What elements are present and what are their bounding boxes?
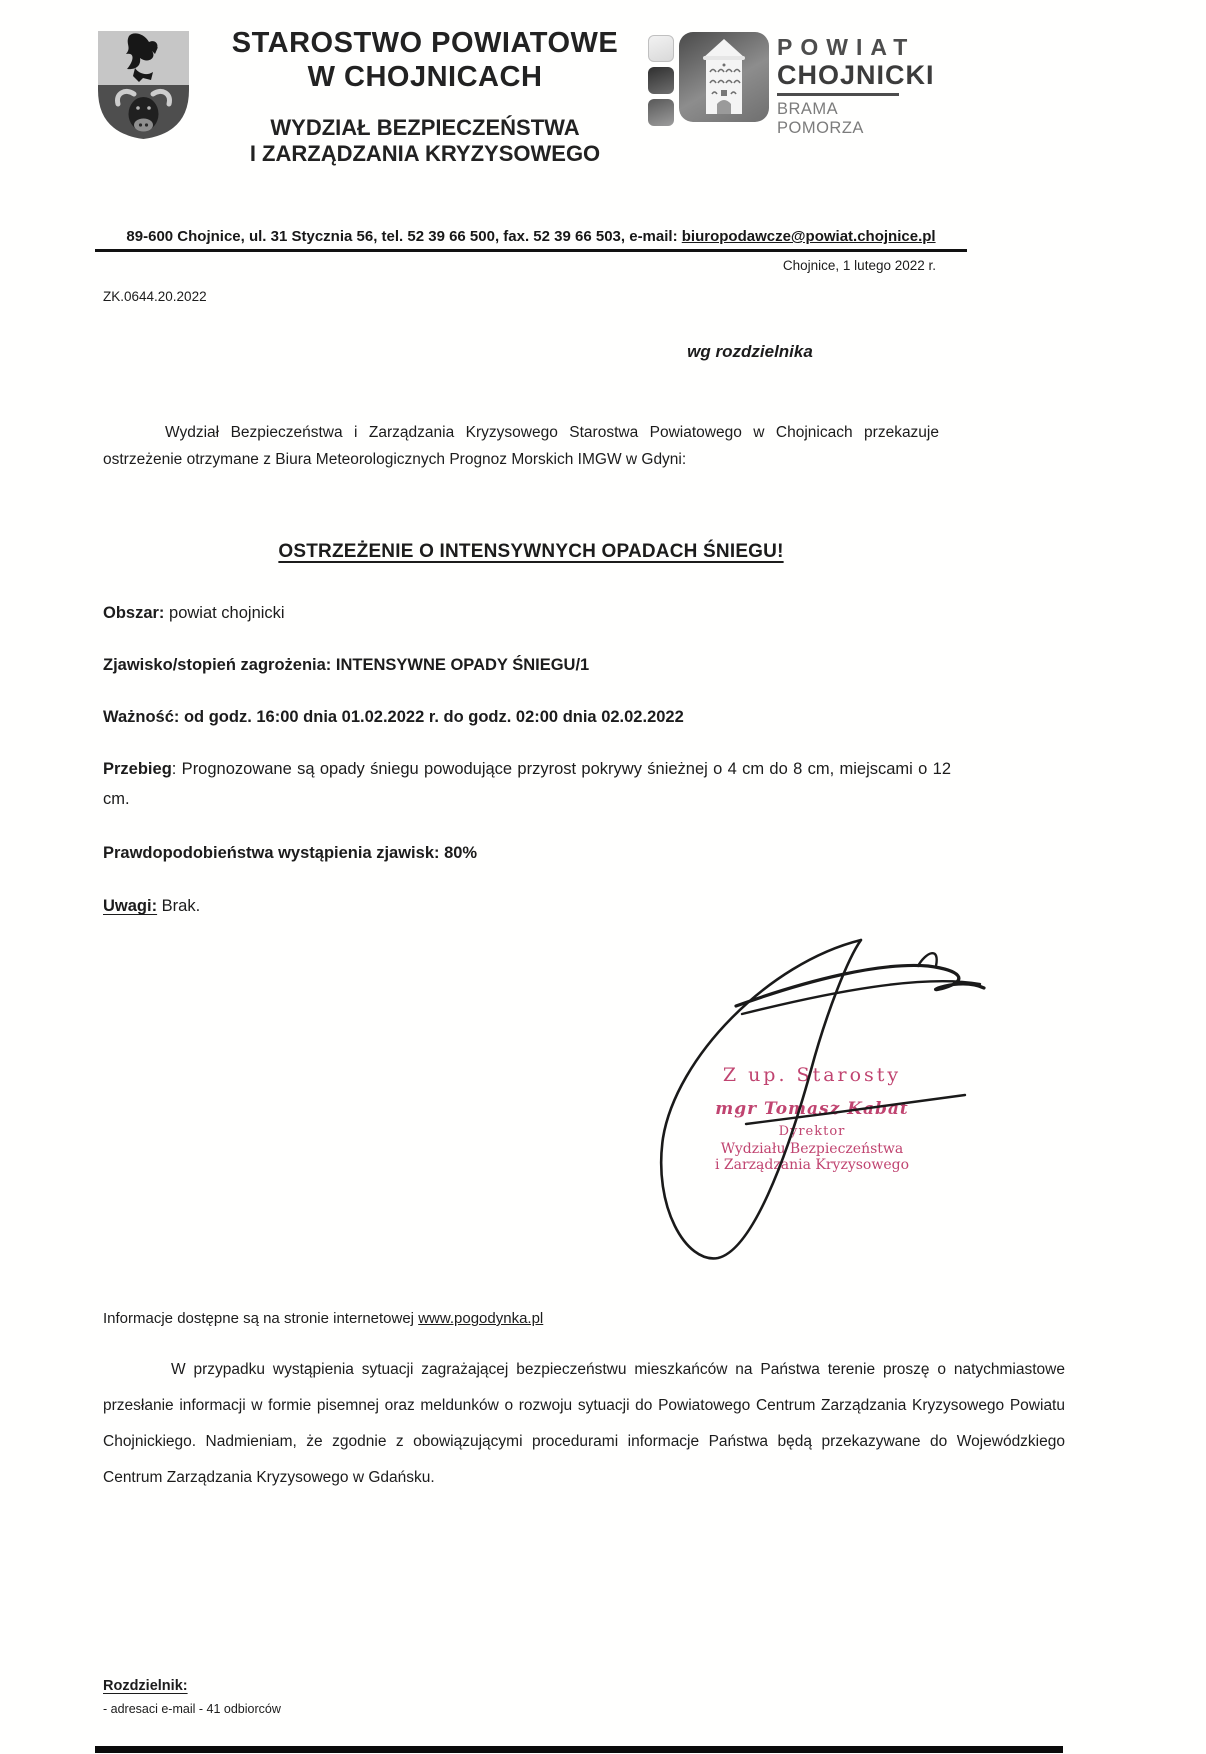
distribution-note: wg rozdzielnika <box>687 342 813 361</box>
stamp-dept-line2: i Zarządzania Kryzysowego <box>714 1157 909 1173</box>
warning-area-line <box>103 598 951 628</box>
scan-edge-bar <box>95 1746 1063 1753</box>
gate-tower-icon <box>679 32 769 122</box>
office-name-line2: W CHOJNICACH <box>307 61 543 93</box>
pogodynka-link: www.pogodynka.pl <box>418 1310 544 1327</box>
warning-remarks-line <box>103 891 951 921</box>
reference-number: ZK.0644.20.2022 <box>103 289 207 304</box>
letterhead-titles <box>185 26 665 167</box>
place-and-date: Chojnice, 1 lutego 2022 r. <box>782 258 936 273</box>
area-value: powiat chojnicki <box>164 604 285 622</box>
warning-validity-line: Ważność: od godz. 16:00 dnia 01.02.2022 r. do godz. 02:00 dnia 02.02.2022 <box>103 708 684 726</box>
header-divider <box>95 249 967 252</box>
coat-of-arms-icon <box>95 28 192 142</box>
stamp-authorization: Z up. Starosty <box>722 1064 902 1086</box>
stamp-dept-line1: Wydziału Bezpieczeństwa <box>720 1141 904 1157</box>
logo-squares-icon <box>648 35 674 126</box>
department-line2: I ZARZĄDZANIA KRYZYSOWEGO <box>249 141 601 166</box>
logo-brama-pomorza: BRAMA POMORZA <box>777 100 864 137</box>
warning-title: OSTRZEŻENIE O INTENSYWNYCH OPADACH ŚNIEGU! <box>278 541 784 562</box>
remarks-value: Brak. <box>157 897 201 915</box>
contact-email: biuropodawcze@powiat.chojnice.pl <box>681 228 936 245</box>
course-value: : Prognozowane są opady śniegu powodujące przyrost pokrywy śnieżnej o 4 cm do 8 cm, miejscami o 12 cm. <box>103 760 951 808</box>
intro-paragraph: Wydział Bezpieczeństwa i Zarządzania Kryzysowego Starostwa Powiatowego w Chojnicach przekazuje ostrzeżenie otrzymane z Biura Meteorologicznych Prognoz Morskich IMGW w Gdyni: <box>103 424 939 468</box>
info-text: Informacje dostępne są na stronie internetowej <box>103 1310 419 1327</box>
warning-phenomenon-line: Zjawisko/stopień zagrożenia: INTENSYWNE OPADY ŚNIEGU/1 <box>103 656 590 674</box>
warning-course-line <box>103 754 951 814</box>
office-name-line1: STAROSTWO POWIATOWE <box>231 27 619 59</box>
distribution-list-value: - adresaci e-mail - 41 odbiorców <box>103 1702 281 1716</box>
remarks-label: Uwagi: <box>103 897 158 915</box>
closing-paragraph: W przypadku wystąpienia sytuacji zagrażającej bezpieczeństwu mieszkańców na Państwa terenie proszę o natychmiastowe przesłanie informacji w formie pisemnej oraz meldunków o rozwoju sytuacji do Powiatowego Centrum Zarządzania Kryzysowego Powiatu Chojnickiego. Nadmieniam, że zgodnie z obowiązującymi procedurami informacje Państwa będą przekazywane do Wojewódzkiego Centrum Zarządzania Kryzysowego w Gdańsku. <box>103 1361 1065 1486</box>
distribution-list-label: Rozdzielnik: <box>103 1678 188 1694</box>
contact-line <box>95 228 967 245</box>
info-line <box>103 1310 543 1327</box>
warning-probability-line: Prawdopodobieństwa wystąpienia zjawisk: 80% <box>103 844 478 862</box>
area-label: Obszar: <box>103 604 165 622</box>
county-logo <box>648 32 935 138</box>
course-label: Przebieg <box>103 760 172 778</box>
logo-powiat: POWIAT <box>777 34 916 60</box>
official-stamp <box>692 1064 932 1173</box>
logo-underline <box>777 93 899 96</box>
stamp-position: Dyrektor <box>778 1124 846 1139</box>
logo-wordmark <box>777 32 935 138</box>
stamp-name: mgr Tomasz Kabat <box>715 1099 909 1119</box>
contact-text: 89-600 Chojnice, ul. 31 Stycznia 56, tel. 52 39 66 500, fax. 52 39 66 503, e-mail: <box>126 228 682 245</box>
department-line1: WYDZIAŁ BEZPIECZEŃSTWA <box>270 115 580 140</box>
logo-chojnicki: CHOJNICKI <box>777 60 935 90</box>
